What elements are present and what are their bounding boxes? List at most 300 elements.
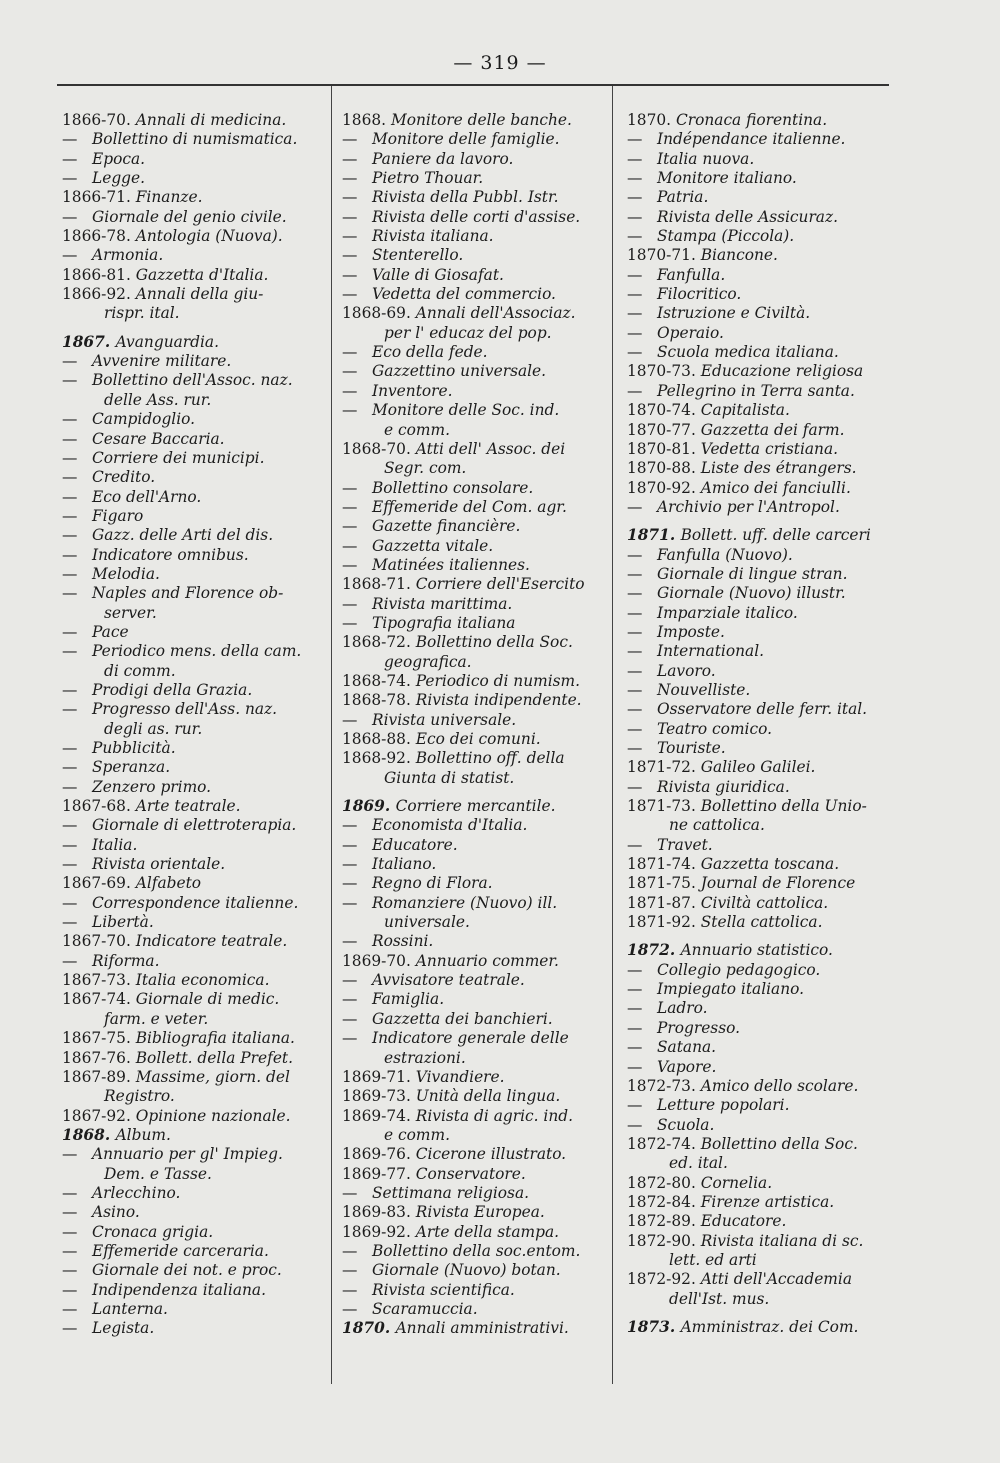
ditto-dash: — (627, 719, 643, 738)
ditto-dash: — (627, 777, 643, 796)
catalog-entry (627, 285, 871, 304)
entry-year: 1869-77. (342, 1164, 416, 1183)
catalog-entry (62, 797, 301, 816)
entry-title: Conservatore. (415, 1164, 526, 1183)
catalog-entry (342, 285, 585, 304)
catalog-entry (627, 130, 871, 149)
entry-title: Rivista di agric. ind. (415, 1106, 573, 1125)
entry-title: Travet. (657, 835, 713, 854)
catalog-entry (62, 1049, 301, 1068)
catalog-entry (342, 362, 585, 381)
catalog-entry (627, 526, 871, 545)
entry-title: Settimana religiosa. (372, 1183, 530, 1202)
entry-title: Stella cattolica. (700, 913, 823, 932)
catalog-entry (342, 150, 585, 169)
entry-title: Gazz. delle Arti del dis. (92, 526, 274, 545)
entry-title: per l' educaz del pop. (384, 323, 552, 342)
entry-title: Legista. (92, 1319, 155, 1338)
entry-year: 1869-74. (342, 1106, 416, 1125)
entry-title: Progresso dell'Ass. naz. (92, 700, 278, 719)
entry-title: Tipografia italiana (372, 613, 516, 632)
entry-year: 1866-78. (62, 227, 136, 246)
catalog-entry (627, 1193, 871, 1212)
ditto-dash: — (62, 487, 78, 506)
entry-title: Annali amministrativi. (395, 1319, 569, 1338)
catalog-entry (62, 352, 301, 371)
entry-title: Vivandiere. (415, 1067, 505, 1086)
entry-title: Osservatore delle ferr. ital. (657, 700, 868, 719)
entry-year: 1870-71. (627, 246, 701, 265)
entry-continuation (62, 720, 301, 739)
ditto-dash: — (342, 130, 358, 149)
ditto-dash: — (62, 448, 78, 467)
catalog-entry (342, 1300, 585, 1319)
entry-year: 1872-80. (627, 1173, 701, 1192)
entry-title: lett. ed arti (669, 1250, 757, 1269)
catalog-entry (342, 672, 585, 691)
catalog-entry (627, 642, 871, 661)
catalog-entry (342, 440, 585, 459)
entry-title: Figaro (92, 506, 144, 525)
catalog-entry (627, 498, 871, 517)
entry-title: Arte della stampa. (415, 1222, 560, 1241)
ditto-dash: — (62, 855, 78, 874)
catalog-entry (342, 797, 585, 816)
ditto-dash: — (627, 835, 643, 854)
catalog-entry (62, 681, 301, 700)
catalog-entry (62, 1203, 301, 1222)
entry-year: 1870-88. (627, 459, 701, 478)
catalog-entry (342, 1319, 585, 1338)
entry-year: 1871-87. (627, 893, 701, 912)
ditto-dash: — (342, 1280, 358, 1299)
column-left (62, 111, 301, 1339)
catalog-entry (342, 556, 585, 575)
entry-title: Bollettino dell'Assoc. naz. (92, 371, 293, 390)
entry-title: Giornale di medic. (135, 990, 280, 1009)
ditto-dash: — (627, 1038, 643, 1057)
ditto-dash: — (627, 642, 643, 661)
entry-title: Rivista universale. (372, 710, 517, 729)
catalog-entry (62, 1029, 301, 1048)
entry-title: Scuola. (657, 1115, 715, 1134)
catalog-entry (62, 208, 301, 227)
entry-title: Giornale di elettroterapia. (92, 816, 297, 835)
entry-title: Prodigi della Grazia. (92, 680, 253, 699)
catalog-entry (62, 546, 301, 565)
entry-title: Vapore. (657, 1057, 717, 1076)
catalog-entry (627, 836, 871, 855)
entry-title: Cronaca fiorentina. (675, 111, 828, 129)
entry-year: 1871-75. (627, 874, 701, 893)
catalog-entry (62, 410, 301, 429)
entry-title: Indicatore teatrale. (135, 932, 288, 951)
catalog-entry (627, 362, 871, 381)
catalog-entry (627, 1038, 871, 1057)
entry-title: Lavoro. (657, 661, 716, 680)
catalog-entry (62, 739, 301, 758)
catalog-entry (62, 584, 301, 603)
entry-title: Segr. com. (384, 459, 467, 478)
ditto-dash: — (627, 285, 643, 304)
catalog-entry (342, 227, 585, 246)
catalog-entry (62, 333, 301, 352)
ditto-dash: — (62, 777, 78, 796)
entry-title: Gazzetta d'Italia. (135, 265, 269, 284)
ditto-dash: — (342, 285, 358, 304)
ditto-dash: — (342, 536, 358, 555)
catalog-entry (342, 816, 585, 835)
entry-year: 1872-73. (627, 1076, 701, 1095)
entry-title: Liste des étrangers. (700, 459, 857, 478)
catalog-entry (342, 343, 585, 362)
entry-year: 1868-72. (342, 633, 416, 652)
ditto-dash: — (62, 1280, 78, 1299)
entry-title: Firenze artistica. (700, 1192, 835, 1211)
catalog-entry (62, 246, 301, 265)
ditto-dash: — (62, 545, 78, 564)
catalog-entry (62, 1107, 301, 1126)
catalog-entry (627, 980, 871, 999)
entry-title: Pellegrino in Terra santa. (657, 381, 855, 400)
catalog-entry (627, 440, 871, 459)
entry-title: Correspondence italienne. (92, 893, 299, 912)
entry-title: e comm. (384, 420, 450, 439)
catalog-entry (342, 382, 585, 401)
entry-year: 1869. (342, 797, 396, 816)
entry-title: Gazzetta dei farm. (700, 420, 845, 439)
ditto-dash: — (342, 855, 358, 874)
entry-title: Cicerone illustrato. (415, 1145, 567, 1164)
entry-title: farm. e veter. (104, 1009, 209, 1028)
ditto-dash: — (627, 227, 643, 246)
entry-year: 1870. (627, 111, 676, 129)
catalog-entry (627, 941, 871, 960)
entry-title: Indicatore omnibus. (92, 545, 249, 564)
ditto-dash: — (342, 893, 358, 912)
entry-year: 1870-73. (627, 362, 701, 381)
ditto-dash: — (342, 1261, 358, 1280)
entry-title: Capitalista. (700, 401, 790, 420)
entry-continuation (627, 816, 871, 835)
ditto-dash: — (342, 169, 358, 188)
ditto-dash: — (62, 371, 78, 390)
ditto-dash: — (627, 700, 643, 719)
catalog-entry (62, 971, 301, 990)
entry-title: Opinione nazionale. (135, 1106, 291, 1125)
ditto-dash: — (342, 188, 358, 207)
entry-title: Imposte. (657, 622, 725, 641)
ditto-dash: — (342, 149, 358, 168)
entry-title: Rivista Europea. (415, 1203, 545, 1222)
ditto-dash: — (627, 169, 643, 188)
entry-title: Satana. (657, 1038, 717, 1057)
catalog-entry (62, 468, 301, 487)
entry-title: Fanfulla. (657, 265, 726, 284)
ditto-dash: — (62, 1319, 78, 1338)
ditto-dash: — (342, 1299, 358, 1318)
entry-year: 1867-68. (62, 797, 136, 816)
ditto-dash: — (627, 381, 643, 400)
entry-title: Rivista orientale. (92, 855, 226, 874)
ditto-dash: — (62, 816, 78, 835)
catalog-entry (62, 1126, 301, 1145)
entry-title: Antologia (Nuova). (135, 227, 283, 246)
entry-title: Collegio pedagogico. (657, 960, 821, 979)
entry-title: Eco dei comuni. (415, 730, 541, 748)
entry-title: Naples and Florence ob- (92, 584, 284, 603)
entry-title: Valle di Giosafat. (372, 265, 504, 284)
ditto-dash: — (342, 246, 358, 265)
entry-year: 1869-71. (342, 1067, 416, 1086)
catalog-entry (627, 459, 871, 478)
catalog-entry (62, 565, 301, 584)
entry-title: Epoca. (92, 149, 146, 168)
entry-title: Eco della fede. (372, 343, 488, 362)
entry-year: 1872. (627, 941, 681, 960)
entry-title: Rivista delle corti d'assise. (372, 207, 581, 226)
catalog-entry (627, 208, 871, 227)
entry-continuation (342, 913, 585, 932)
entry-title: Italia nuova. (657, 149, 755, 168)
entry-continuation (62, 391, 301, 410)
entry-title: Giornale dei not. e proc. (92, 1261, 282, 1280)
entry-title: Pietro Thouar. (372, 169, 484, 188)
entry-year: 1870-92. (627, 478, 701, 497)
entry-year: 1868-92. (342, 749, 416, 768)
catalog-entry (62, 150, 301, 169)
catalog-entry (627, 111, 871, 130)
catalog-entry (627, 739, 871, 758)
catalog-entry (627, 1174, 871, 1193)
ditto-dash: — (62, 951, 78, 970)
entry-year: 1867-75. (62, 1029, 136, 1048)
entry-title: Rossini. (372, 932, 434, 951)
entry-title: Effemeride del Com. agr. (372, 497, 567, 516)
ditto-dash: — (627, 323, 643, 342)
catalog-entry (342, 749, 585, 768)
catalog-entry (62, 758, 301, 777)
catalog-entry (627, 1318, 871, 1337)
catalog-entry (342, 517, 585, 536)
catalog-entry (62, 430, 301, 449)
ditto-dash: — (627, 545, 643, 564)
entry-title: degli as. rur. (104, 719, 203, 738)
catalog-entry (627, 999, 871, 1018)
ditto-dash: — (62, 622, 78, 641)
ditto-dash: — (62, 700, 78, 719)
catalog-entry (342, 1184, 585, 1203)
catalog-entry (342, 633, 585, 652)
catalog-entry (62, 1068, 301, 1087)
ditto-dash: — (627, 603, 643, 622)
ditto-dash: — (62, 1145, 78, 1164)
catalog-entry (62, 1261, 301, 1280)
catalog-entry (342, 1242, 585, 1261)
entry-title: Bollettino consolare. (372, 478, 534, 497)
entry-title: Touriste. (657, 739, 726, 757)
entry-title: Massime, giorn. del (135, 1067, 290, 1086)
ditto-dash: — (627, 343, 643, 362)
entry-continuation (62, 662, 301, 681)
catalog-entry (342, 691, 585, 710)
catalog-entry (62, 1223, 301, 1242)
entry-title: Credito. (92, 468, 156, 487)
catalog-entry (627, 1077, 871, 1096)
entry-year: 1866-92. (62, 285, 136, 304)
entry-title: Speranza. (92, 758, 171, 777)
ditto-dash: — (62, 1222, 78, 1241)
catalog-entry (62, 285, 301, 304)
entry-title: Annali della giu- (135, 285, 264, 304)
catalog-entry (62, 816, 301, 835)
catalog-entry (342, 894, 585, 913)
catalog-entry (342, 304, 585, 323)
ditto-dash: — (62, 207, 78, 226)
entry-title: Imparziale italico. (657, 603, 798, 622)
catalog-entry (62, 526, 301, 545)
entry-continuation (342, 1049, 585, 1068)
catalog-entry (342, 595, 585, 614)
catalog-entry (627, 604, 871, 623)
entry-title: Famiglia. (372, 990, 445, 1009)
catalog-entry (627, 401, 871, 420)
entry-title: ed. ital. (669, 1154, 728, 1173)
entry-continuation (627, 1251, 871, 1270)
entry-title: Registro. (104, 1087, 175, 1106)
entry-title: estrazioni. (384, 1048, 466, 1067)
ditto-dash: — (342, 1183, 358, 1202)
catalog-entry (342, 130, 585, 149)
entry-title: Indipendenza italiana. (92, 1280, 266, 1299)
catalog-entry (627, 778, 871, 797)
catalog-entry (342, 971, 585, 990)
catalog-entry (62, 952, 301, 971)
catalog-entry (627, 874, 871, 893)
entry-title: Gazette financière. (372, 517, 521, 536)
entry-year: 1868-70. (342, 439, 416, 458)
ditto-dash: — (627, 584, 643, 603)
catalog-entry (627, 479, 871, 498)
entry-title: Educatore. (700, 1212, 787, 1231)
catalog-entry (342, 479, 585, 498)
entry-year: 1867-92. (62, 1106, 136, 1125)
entry-title: Paniere da lavoro. (372, 149, 514, 168)
ditto-dash: — (627, 661, 643, 680)
entry-title: Ladro. (657, 999, 708, 1018)
ditto-dash: — (62, 680, 78, 699)
entry-title: Stenterello. (372, 246, 464, 265)
entry-year: 1868-71. (342, 575, 416, 594)
entry-title: Rivista italiana. (372, 227, 494, 246)
entry-title: Bollettino della Soc. (415, 633, 573, 652)
entry-year: 1867-74. (62, 990, 136, 1009)
entry-title: Giornale di lingue stran. (657, 564, 848, 583)
entry-title: Gazzettino universale. (372, 362, 547, 381)
entry-title: Operaio. (657, 323, 724, 342)
ditto-dash: — (342, 971, 358, 990)
entry-continuation (62, 304, 301, 323)
ditto-dash: — (62, 410, 78, 429)
catalog-entry (342, 537, 585, 556)
ditto-dash: — (62, 1261, 78, 1280)
entry-title: Cornelia. (700, 1173, 773, 1192)
entry-title: di comm. (104, 661, 176, 680)
entry-year: 1866-70. (62, 111, 136, 129)
ditto-dash: — (342, 932, 358, 951)
catalog-entry (342, 111, 585, 130)
entry-title: Corriere dell'Esercito (415, 575, 585, 594)
entry-title: Italiano. (372, 855, 437, 874)
entry-title: Atti dell'Accademia (700, 1270, 852, 1289)
entry-title: Monitore delle famiglie. (372, 130, 560, 149)
entry-year: 1870-74. (627, 401, 701, 420)
ditto-dash: — (62, 893, 78, 912)
entry-title: e comm. (384, 1125, 450, 1144)
ditto-dash: — (342, 343, 358, 362)
entry-year: 1870-77. (627, 420, 701, 439)
entry-year: 1869-92. (342, 1222, 416, 1241)
entry-year: 1867-70. (62, 932, 136, 951)
entry-title: Vedetta del commercio. (372, 285, 556, 304)
catalog-entry (627, 1212, 871, 1231)
catalog-entry (627, 681, 871, 700)
entry-title: Gazzetta vitale. (372, 536, 494, 555)
catalog-entry (62, 700, 301, 719)
catalog-entry (627, 894, 871, 913)
catalog-entry (342, 188, 585, 207)
entry-title: Avvenire militare. (92, 352, 232, 371)
catalog-entry (342, 1087, 585, 1106)
entry-title: Pace (92, 622, 129, 641)
entry-year: 1868-74. (342, 671, 416, 690)
entry-continuation (62, 1087, 301, 1106)
ditto-dash: — (342, 1241, 358, 1260)
catalog-entry (62, 642, 301, 661)
catalog-entry (62, 855, 301, 874)
entry-year: 1871. (627, 526, 681, 545)
entry-title: Fanfulla (Nuovo). (657, 545, 793, 564)
entry-title: Arlecchino. (92, 1183, 181, 1202)
catalog-entry (62, 778, 301, 797)
catalog-entry (627, 266, 871, 285)
entry-title: Annuario per gl' Impieg. (92, 1145, 283, 1164)
catalog-entry (62, 894, 301, 913)
catalog-entry (627, 421, 871, 440)
catalog-entry (627, 150, 871, 169)
entry-title: Bollett. uff. delle carceri (680, 526, 871, 545)
entry-title: Rivista italiana di sc. (700, 1231, 864, 1250)
ditto-dash: — (62, 1183, 78, 1202)
entry-year: 1872-90. (627, 1231, 701, 1250)
ditto-dash: — (627, 1115, 643, 1134)
entry-title: Rivista giuridica. (657, 777, 790, 796)
entry-title: Periodico di numism. (415, 671, 581, 690)
catalog-entry (342, 1165, 585, 1184)
entry-continuation (342, 459, 585, 478)
catalog-entry (342, 169, 585, 188)
ditto-dash: — (627, 960, 643, 979)
catalog-entry (627, 662, 871, 681)
catalog-entry (342, 874, 585, 893)
catalog-entry (342, 1145, 585, 1164)
catalog-entry (627, 169, 871, 188)
catalog-entry (342, 1010, 585, 1029)
top-rule (57, 84, 889, 86)
entry-title: Annali di medicina. (135, 111, 287, 129)
ditto-dash: — (342, 613, 358, 632)
ditto-dash: — (627, 304, 643, 323)
